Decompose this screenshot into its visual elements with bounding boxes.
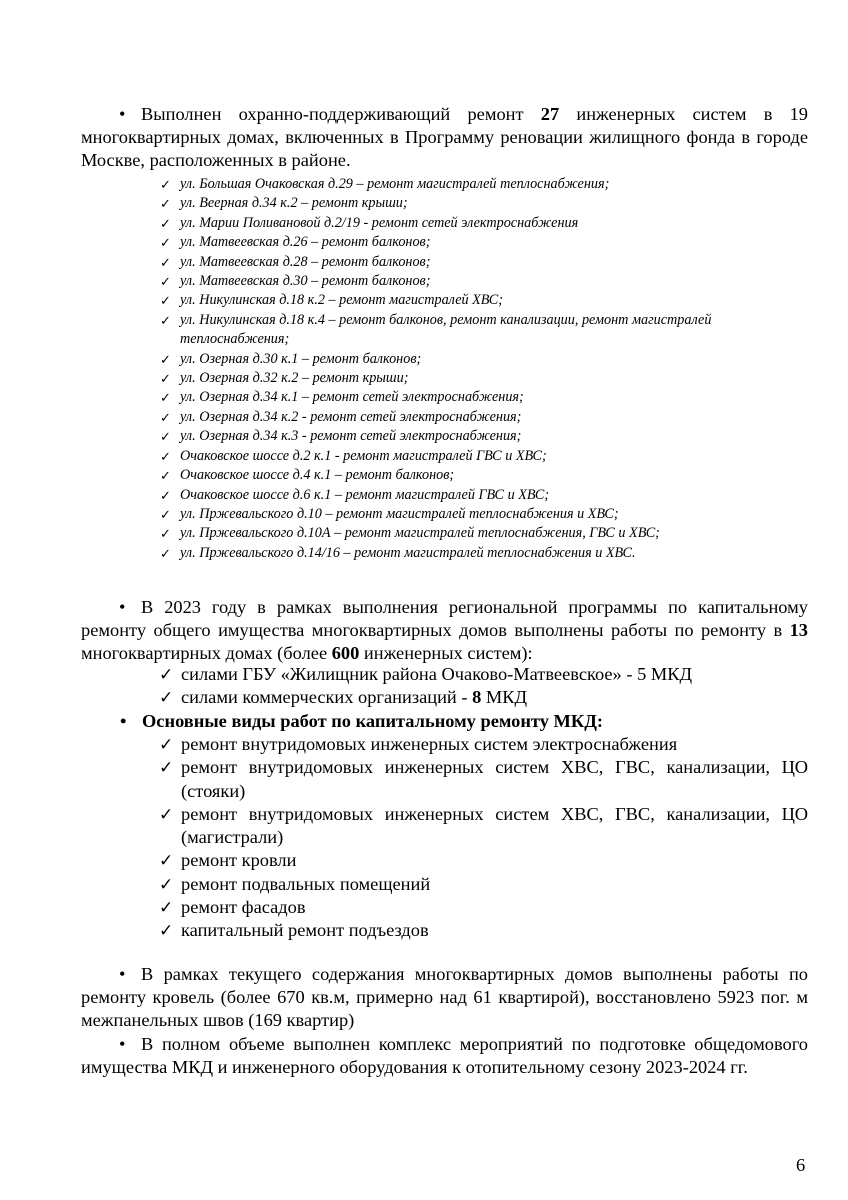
list-item: ✓ ремонт внутридомовых инженерных систем ХВС, ГВС, канализации, ЦО (магистрали): [159, 803, 808, 848]
works-list: [159, 733, 808, 943]
checkmark-icon: ✓: [160, 487, 171, 503]
list-item: ✓ Очаковское шоссе д.6 к.1 – ремонт магистралей ГВС и ХВС;: [160, 486, 770, 505]
checkmark-icon: ✓: [160, 177, 171, 192]
paragraph-heating-season: • В полном объеме выполнен комплекс мероприятий по подготовке общедомового имущества МКД и инженерного оборудования к отопительному сезону 2023-2024 гг.: [81, 1034, 808, 1077]
bullet-icon: •: [119, 964, 126, 984]
list-item: ✓ ул. Озерная д.34 к.3 - ремонт сетей электроснабжения;: [160, 427, 770, 446]
checkmark-icon: ✓: [160, 390, 171, 406]
list-item: ✓ ул. Озерная д.32 к.2 – ремонт крыши;: [160, 369, 770, 388]
checkmark-icon: ✓: [160, 215, 171, 231]
list-item: ✓ силами коммерческих организаций - 8 МКД: [159, 686, 808, 709]
checkmark-icon: ✓: [159, 758, 174, 778]
checkmark-icon: ✓: [160, 545, 171, 561]
page-number: 6: [796, 1155, 806, 1175]
address-list: [160, 175, 770, 563]
list-item: ✓ Очаковское шоссе д.2 к.1 - ремонт магистралей ГВС и ХВС;: [160, 447, 770, 466]
bullet-icon: •: [119, 104, 126, 124]
list-item: ✓ ремонт фасадов: [159, 896, 808, 919]
checkmark-icon: ✓: [159, 898, 174, 918]
list-item: ✓ Очаковское шоссе д.4 к.1 – ремонт балконов;: [160, 466, 770, 485]
works-heading: • Основные виды работ по капитальному ремонту МКД:: [120, 711, 603, 731]
checkmark-icon: ✓: [160, 468, 171, 484]
checkmark-icon: ✓: [159, 688, 174, 708]
paragraph-renovation: • Выполнен охранно-поддерживающий ремонт 27 инженерных систем в 19 многоквартирных домах, включенных в Программу реновации жилищного фонда в городе Москве, расположенных в районе.: [81, 104, 808, 170]
checkmark-icon: ✓: [159, 851, 174, 871]
list-item: ✓ ул. Матвеевская д.26 – ремонт балконов;: [160, 233, 770, 252]
list-item: ✓ ул. Матвеевская д.30 – ремонт балконов;: [160, 272, 770, 291]
list-item: ✓ ремонт кровли: [159, 849, 808, 872]
list-item: ✓ ул. Озерная д.34 к.1 – ремонт сетей электроснабжения;: [160, 388, 770, 407]
checkmark-icon: ✓: [159, 921, 174, 941]
checkmark-icon: ✓: [160, 371, 171, 387]
paragraph-current-maintenance: • В рамках текущего содержания многоквартирных домов выполнены работы по ремонту кровель (более 670 кв.м, примерно над 61 квартирой), восстановлено 5923 пог. м межпанельных швов (169 квартир): [81, 964, 808, 1030]
checkmark-icon: ✓: [159, 874, 174, 894]
list-item: ✓ капитальный ремонт подъездов: [159, 919, 808, 942]
list-item: ✓ ул. Пржевальского д.10 – ремонт магистралей теплоснабжения и ХВС;: [160, 505, 770, 524]
checkmark-icon: ✓: [159, 804, 174, 824]
list-item: ✓ ул. Никулинская д.18 к.2 – ремонт магистралей ХВС;: [160, 291, 770, 310]
list-item: ✓ ремонт внутридомовых инженерных систем ХВС, ГВС, канализации, ЦО (стояки): [159, 757, 808, 801]
list-item: ✓ ул. Большая Очаковская д.29 – ремонт магистралей теплоснабжения;: [160, 175, 770, 194]
bullet-icon: •: [120, 711, 127, 731]
list-item: ✓ ремонт подвальных помещений: [159, 873, 808, 896]
checkmark-icon: ✓: [160, 312, 171, 328]
list-item: ✓ ул. Озерная д.30 к.1 – ремонт балконов;: [160, 350, 770, 369]
list-item: ✓ ул. Пржевальского д.10А – ремонт магистралей теплоснабжения, ГВС и ХВС;: [160, 524, 770, 543]
checkmark-icon: ✓: [160, 351, 171, 367]
checkmark-icon: ✓: [159, 665, 174, 684]
list-item: ✓ ул. Озерная д.34 к.2 - ремонт сетей электроснабжения;: [160, 408, 770, 427]
paragraph-capital-repair: • В 2023 году в рамках выполнения региональной программы по капитальному ремонту общего имущества многоквартирных домов выполнены работы по ремонту в 13 многоквартирных домах (более 600 инженерных систем):: [81, 597, 808, 663]
list-item: ✓ силами ГБУ «Жилищник района Очаково-Матвеевское» - 5 МКД: [159, 663, 808, 686]
list-item: ✓ ул. Веерная д.34 к.2 – ремонт крыши;: [160, 194, 770, 213]
checkmark-icon: ✓: [160, 526, 171, 542]
checkmark-icon: ✓: [160, 235, 171, 251]
checkmark-icon: ✓: [160, 293, 171, 309]
checkmark-icon: ✓: [160, 196, 171, 212]
checkmark-icon: ✓: [160, 429, 171, 445]
checkmark-icon: ✓: [160, 254, 171, 270]
checkmark-icon: ✓: [160, 448, 171, 464]
forces-list: [159, 663, 808, 710]
list-item: ✓ ул. Матвеевская д.28 – ремонт балконов;: [160, 253, 770, 272]
list-item: ✓ ремонт внутридомовых инженерных систем электроснабжения: [159, 733, 808, 756]
checkmark-icon: ✓: [159, 735, 174, 754]
checkmark-icon: ✓: [160, 274, 171, 290]
list-item: ✓ ул. Никулинская д.18 к.4 – ремонт балконов, ремонт канализации, ремонт магистралей теплоснабжения;: [160, 311, 712, 348]
list-item: ✓ ул. Марии Поливановой д.2/19 - ремонт сетей электроснабжения: [160, 214, 770, 233]
checkmark-icon: ✓: [160, 409, 171, 425]
bullet-icon: •: [119, 597, 126, 617]
bullet-icon: •: [119, 1034, 126, 1054]
checkmark-icon: ✓: [160, 506, 171, 522]
list-item: ✓ ул. Пржевальского д.14/16 – ремонт магистралей теплоснабжения и ХВС.: [160, 544, 770, 563]
